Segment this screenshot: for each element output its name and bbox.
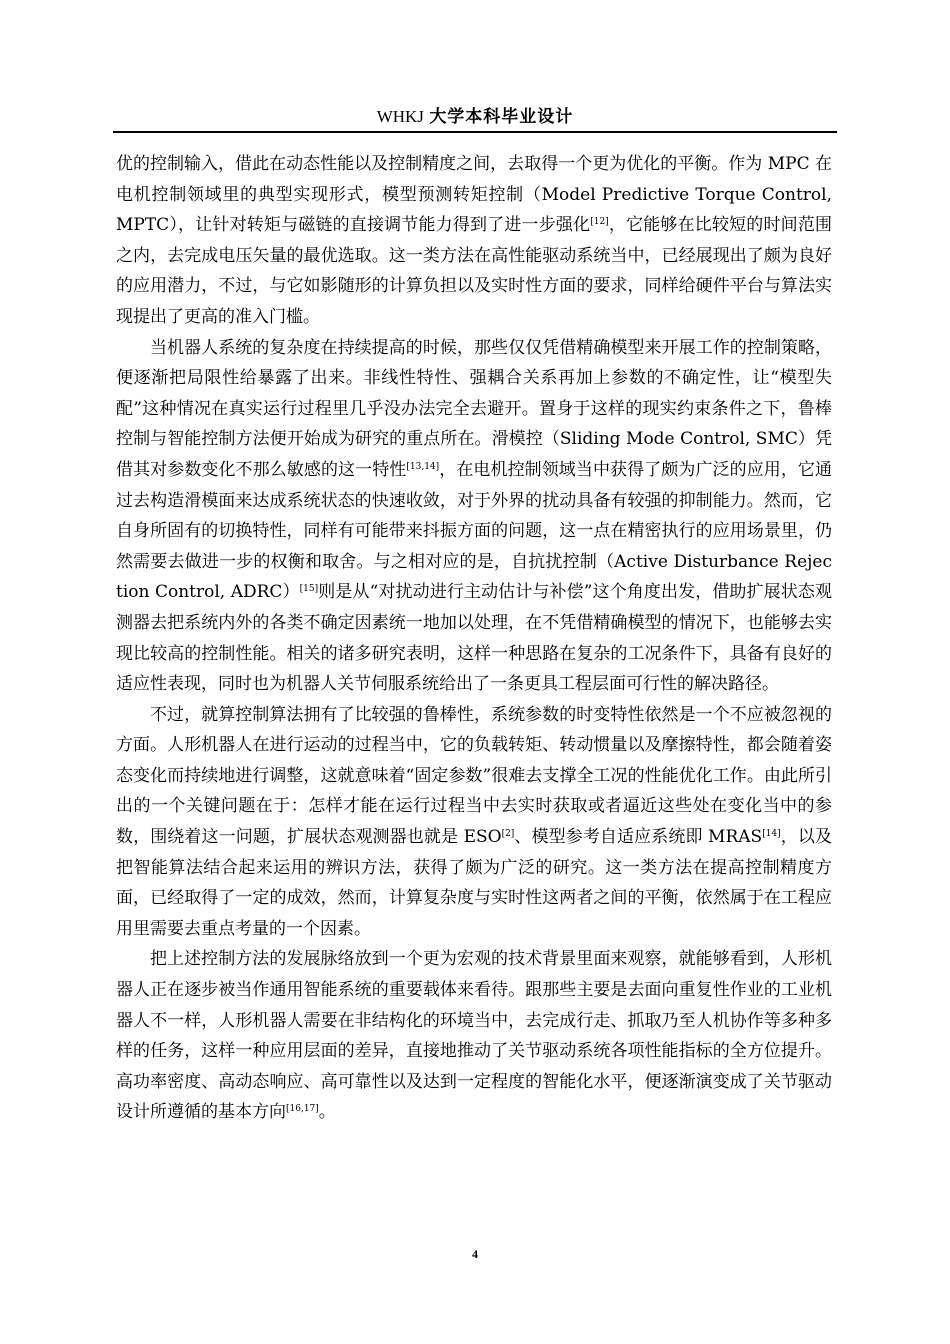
paragraph	[116, 700, 832, 945]
header-latin-text: WHKJ	[376, 107, 424, 126]
paragraph-text: 、模型参考自适应系统即 MRAS	[514, 827, 763, 848]
paragraph-text: 优的控制输入，借此在动态性能以及控制精度之间，去取得一个更为优化的平衡。作为 MPC 在电机控制领域里的典型实现形式，模型预测转矩控制（Model Predictive Torque Control, MPTC），让针对转矩与磁链的直接调节能力得到了进一步强化	[116, 154, 832, 236]
paragraph	[116, 149, 832, 333]
paragraph-text: 不过，就算控制算法拥有了比较强的鲁棒性，系统参数的时变特性依然是一个不应被忽视的方面。人形机器人在进行运动的过程当中，它的负载转矩、转动惯量以及摩擦特性，都会随着姿态变化而持续地进行调整，这就意味着“固定参数”很难去支撑全工况的性能优化工作。由此所引出的一个关键问题在于：怎样才能在运行过程当中去实时获取或者逼近这些处在变化当中的参数，围绕着这一问题，扩展状态观测器也就是 ESO	[116, 704, 832, 848]
paragraph-text: ，以及把智能算法结合起来运用的辨识方法，获得了颇为广泛的研究。这一类方法在提高控制精度方面，已经取得了一定的成效，然而，计算复杂度与实时性这两者之间的平衡，依然属于在工程应用里需要去重点考量的一个因素。	[116, 827, 832, 939]
page-header	[113, 104, 837, 130]
paragraph	[116, 333, 832, 700]
paragraph-text: ，它能够在比较短的时间范围之内，去完成电压矢量的最优选取。这一类方法在高性能驱动系统当中，已经展现出了颇为良好的应用潜力，不过，与它如影随形的计算负担以及实时性方面的要求，同样给硬件平台与算法实现提出了更高的准入门槛。	[116, 215, 832, 327]
paragraph-text: 当机器人系统的复杂度在持续提高的时候，那些仅仅凭借精确模型来开展工作的控制策略，便逐渐把局限性给暴露了出来。非线性特性、强耦合关系再加上参数的不确定性，让“模型失配”这种情况在真实运行过程里几乎没办法完全去避开。置身于这样的现实约束条件之下，鲁棒控制与智能控制方法便开始成为研究的重点所在。滑模控（Sliding Mode Control, SMC）凭借其对参数变化不那么敏感的这一特性	[116, 337, 832, 480]
citation-superscript: [2]	[501, 829, 515, 840]
citation-superscript: [15]	[299, 584, 319, 595]
citation-superscript: [16,17]	[286, 1104, 319, 1115]
paragraph-text: 把上述控制方法的发展脉络放到一个更为宏观的技术背景里面来观察，就能够看到，人形机器人正在逐步被当作通用智能系统的重要载体来看待。跟那些主要是去面向重复性作业的工业机器人不一样，人形机器人需要在非结构化的环境当中，去完成行走、抓取乃至人机协作等多种多样的任务，这样一种应用层面的差异，直接地推动了关节驱动系统各项性能指标的全方位提升。高功率密度、高动态响应、高可靠性以及达到一定程度的智能化水平，便逐渐演变成了关节驱动设计所遵循的基本方向	[116, 949, 832, 1123]
paragraph-text: 。	[318, 1102, 336, 1123]
citation-superscript: [13,14]	[406, 461, 440, 472]
header-rule	[113, 131, 837, 133]
citation-superscript: [14]	[762, 829, 781, 840]
paragraph-text: 则是从“对扰动进行主动估计与补偿”这个角度出发，借助扩展状态观测器去把系统内外的各类不确定因素统一地加以处理，在不凭借精确模型的情况下，也能够去实现比较高的控制性能。相关的诸多研究表明，这样一种思路在复杂的工况条件下，具备有良好的适应性表现，同时也为机器人关节伺服系统给出了一条更具工程层面可行性的解决路径。	[116, 582, 832, 695]
body-text	[116, 149, 832, 1128]
header-title: 大学本科毕业设计	[429, 107, 574, 127]
paragraph-text: ，在电机控制领域当中获得了颇为广泛的应用，它通过去构造滑模面来达成系统状态的快速收敛，对于外界的扰动具备有较强的抑制能力。然而，它自身所固有的切换特性，同样有可能带来抖振方面的问题，这一点在精密执行的应用场景里，仍然需要去做进一步的权衡和取舍。与之相对应的是，自抗扰控制（Active Disturbance Rejection Control, ADRC）	[116, 459, 833, 603]
page-number: 4	[472, 1247, 478, 1261]
citation-superscript: [12]	[590, 217, 609, 228]
paragraph	[116, 944, 832, 1128]
